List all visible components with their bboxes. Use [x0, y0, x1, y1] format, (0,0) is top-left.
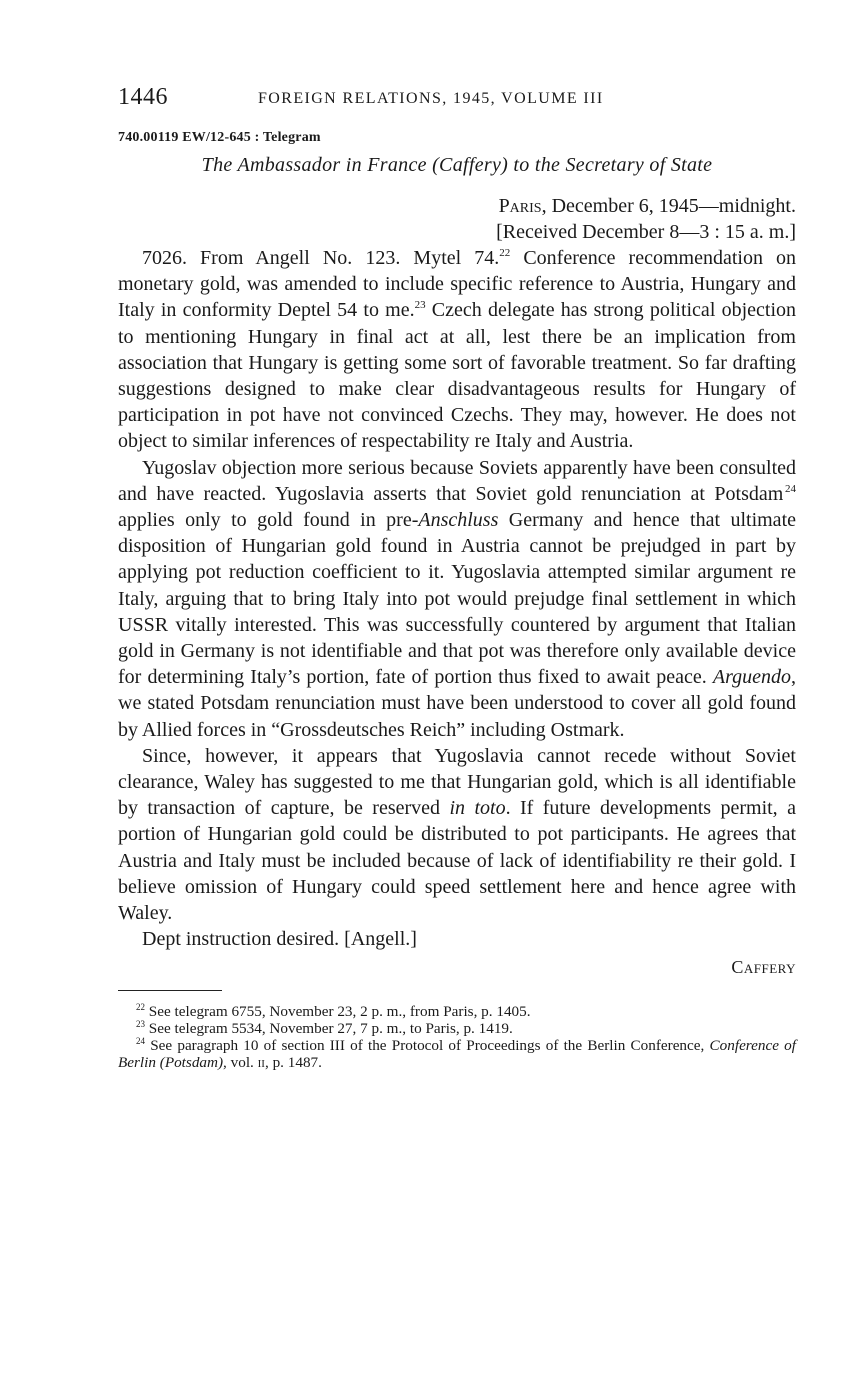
footnote-22-text: See telegram 6755, November 23, 2 p. m., from Paris, p. 1405.: [145, 1003, 531, 1021]
footnote-24-volume: ii: [257, 1054, 265, 1072]
footnote-ref-23[interactable]: 23: [414, 299, 426, 312]
footnote-23: [118, 1020, 796, 1037]
footnotes: [118, 1003, 796, 1071]
paragraph-1-text-c: Czech delegate has strong political objection to mentioning Hungary in final act at all, lest there be an implication from association that Hungary is getting some sort of favorable treatment. So far drafting suggestions designed to make clear disadvantageous results for Hungary of participation in pot have not convinced Czechs. They may, however. He does not object to similar inferences of respectability re Italy and Austria.: [118, 299, 796, 453]
paragraph-4: Dept instruction desired. [Angell.]: [142, 928, 417, 951]
footnote-24-text-b: , vol.: [223, 1054, 258, 1072]
footnote-22: [118, 1003, 796, 1020]
document-title: The Ambassador in France (Caffery) to the Secretary of State: [201, 154, 713, 176]
paragraph-2-text-d: , we stated Potsdam renunciation must have been understood to cover all gold found by Allied forces in “Grossdeutsches Reich” including Ostmark.: [118, 666, 796, 741]
dateline-place: Paris: [498, 195, 542, 217]
signature: Caffery: [731, 957, 796, 978]
footnote-divider: [118, 990, 222, 991]
file-reference: 740.00119 EW/12-645 : Telegram: [118, 130, 321, 145]
telegram-body: [118, 245, 796, 952]
arguendo-term: Arguendo: [712, 666, 791, 689]
paragraph-3-text-b: . If future developments permit, a portion of Hungarian gold could be distributed to pot participants. He agrees that Austria and Italy must be included because of lack of identifiability re their gold. I believe omission of Hungary could speed settlement here and hence agree with Waley.: [118, 797, 796, 925]
paragraph-2-text-a: Yugoslav objection more serious because Soviets apparently have been consulted and have reacted. Yugoslavia asserts that Soviet gold renunciation at Potsdam: [118, 456, 796, 505]
footnote-23-text: See telegram 5534, November 27, 7 p. m., to Paris, p. 1419.: [145, 1020, 513, 1038]
running-head: [118, 84, 796, 116]
paragraph-3-text-a: Since, however, it appears that Yugoslavia cannot recede without Soviet clearance, Waley has suggested to me that Hungarian gold, which is all identifiable by transaction of capture, be reserved: [118, 744, 796, 820]
dateline-sent: [118, 193, 796, 219]
paragraph-2: [118, 455, 796, 743]
footnote-24-citation: Conference of Berlin (Potsdam): [118, 1037, 796, 1072]
footnote-24-text-a: See paragraph 10 of section III of the Protocol of Proceedings of the Berlin Conference,: [145, 1037, 710, 1055]
running-title: FOREIGN RELATIONS, 1945, VOLUME III: [258, 90, 604, 107]
dateline-date: , December 6, 1945—midnight.: [541, 195, 796, 217]
anschluss-term: Anschluss: [418, 509, 499, 532]
paragraph-1-text-b: Conference recommendation on monetary gold, was amended to include specific reference to Austria, Hungary and Italy in conformity Deptel 54 to me.: [118, 247, 797, 322]
paragraph-1: [118, 245, 796, 455]
footnote-ref-24[interactable]: 24: [785, 482, 796, 495]
paragraph-2-text-b: applies only to gold found in pre-: [118, 509, 419, 532]
paragraph-2-text-c: Germany and hence that ultimate disposition of Hungarian gold found in Austria cannot be prejudged in part by applying pot reduction coefficient to it. Yugoslavia attempted similar argument re Italy, arguing that to bring Italy into pot would prejudge final settlement in which USSR vitally interested. This was successfully countered by argument that Italian gold in Germany is not identifiable and that pot was therefore only available device for determining Italy’s portion, fate of portion thus fixed to await peace.: [118, 509, 796, 689]
dateline: [118, 193, 796, 245]
footnote-ref-22[interactable]: 22: [499, 247, 511, 259]
in-toto-term: in toto: [449, 797, 506, 820]
paragraph-3: [118, 743, 796, 926]
document-page: [118, 84, 796, 1071]
footnote-24-number: 24: [136, 1036, 145, 1047]
page-number: 1446: [118, 84, 168, 110]
paragraph-1-text-a: 7026. From Angell No. 123. Mytel 74.: [142, 247, 500, 269]
footnote-23-number: 23: [136, 1019, 145, 1030]
footnote-24: [118, 1037, 796, 1071]
dateline-received: [Received December 8—3 : 15 a. m.]: [496, 221, 796, 243]
footnote-24-text-c: , p. 1487.: [264, 1054, 322, 1072]
footnote-22-number: 22: [136, 1002, 145, 1013]
